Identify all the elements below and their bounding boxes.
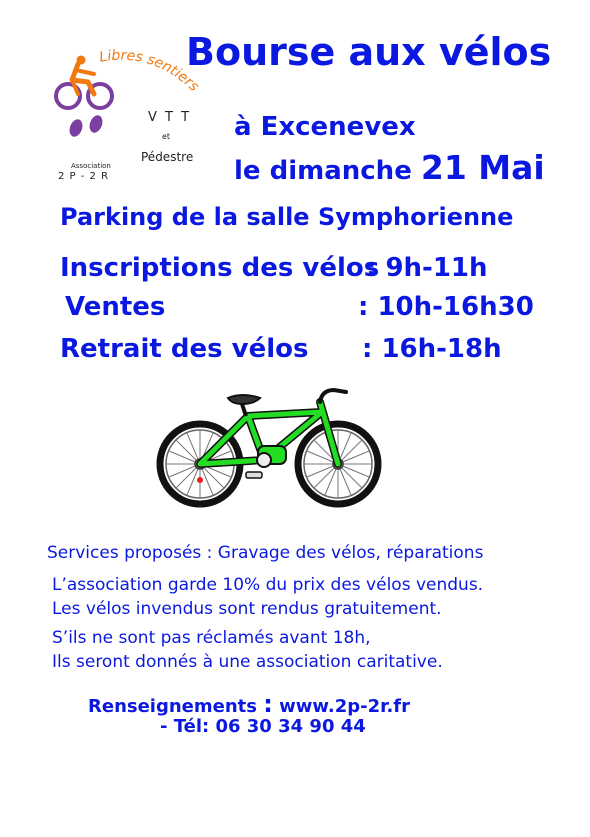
info-line-3: S’ils ne sont pas réclamés avant 18h,: [52, 628, 371, 648]
schedule-label-retrait: Retrait des vélos: [60, 334, 309, 364]
association-logo: [48, 48, 228, 183]
logo-association-label: Association: [71, 162, 111, 170]
info-block-1: [52, 573, 483, 621]
schedule-value-inscriptions: : 9h-11h: [366, 253, 488, 283]
schedule-value-ventes: : 10h-16h30: [358, 292, 534, 322]
date-prefix: le dimanche: [234, 156, 412, 186]
contact-website-link[interactable]: www.2p-2r.fr: [279, 696, 410, 717]
contact-phone: - Tél: 06 30 34 90 44: [160, 716, 366, 737]
bicycle-icon: [150, 386, 390, 526]
contact-colon: :: [263, 690, 273, 718]
logo-arc-text: Libres sentiers: [98, 48, 202, 95]
info-line-2: Les vélos invendus sont rendus gratuitement.: [52, 599, 442, 619]
logo-vtt: V T T: [148, 110, 192, 125]
event-date: [234, 148, 545, 187]
location: à Excenevex: [234, 112, 416, 142]
services-text: Services proposés : Gravage des vélos, réparations: [47, 543, 484, 563]
info-line-1: L’association garde 10% du prix des vélos vendus.: [52, 575, 484, 595]
schedule-value-retrait: : 16h-18h: [362, 334, 502, 364]
date-day: 21 Mai: [420, 148, 545, 187]
venue: Parking de la salle Symphorienne: [60, 203, 514, 231]
schedule-label-ventes: Ventes: [65, 292, 166, 322]
info-block-2: [52, 626, 443, 674]
contact-line: [88, 690, 410, 718]
schedule-label-inscriptions: Inscriptions des vélos: [60, 253, 380, 283]
logo-association-name: 2 P - 2 R: [58, 171, 110, 182]
info-line-4: Ils seront donnés à une association caritative.: [52, 652, 443, 672]
logo-et: et: [162, 132, 171, 141]
logo-pedestre: Pédestre: [141, 150, 194, 164]
poster-title: Bourse aux vélos: [186, 30, 552, 74]
contact-label: Renseignements: [88, 696, 257, 717]
